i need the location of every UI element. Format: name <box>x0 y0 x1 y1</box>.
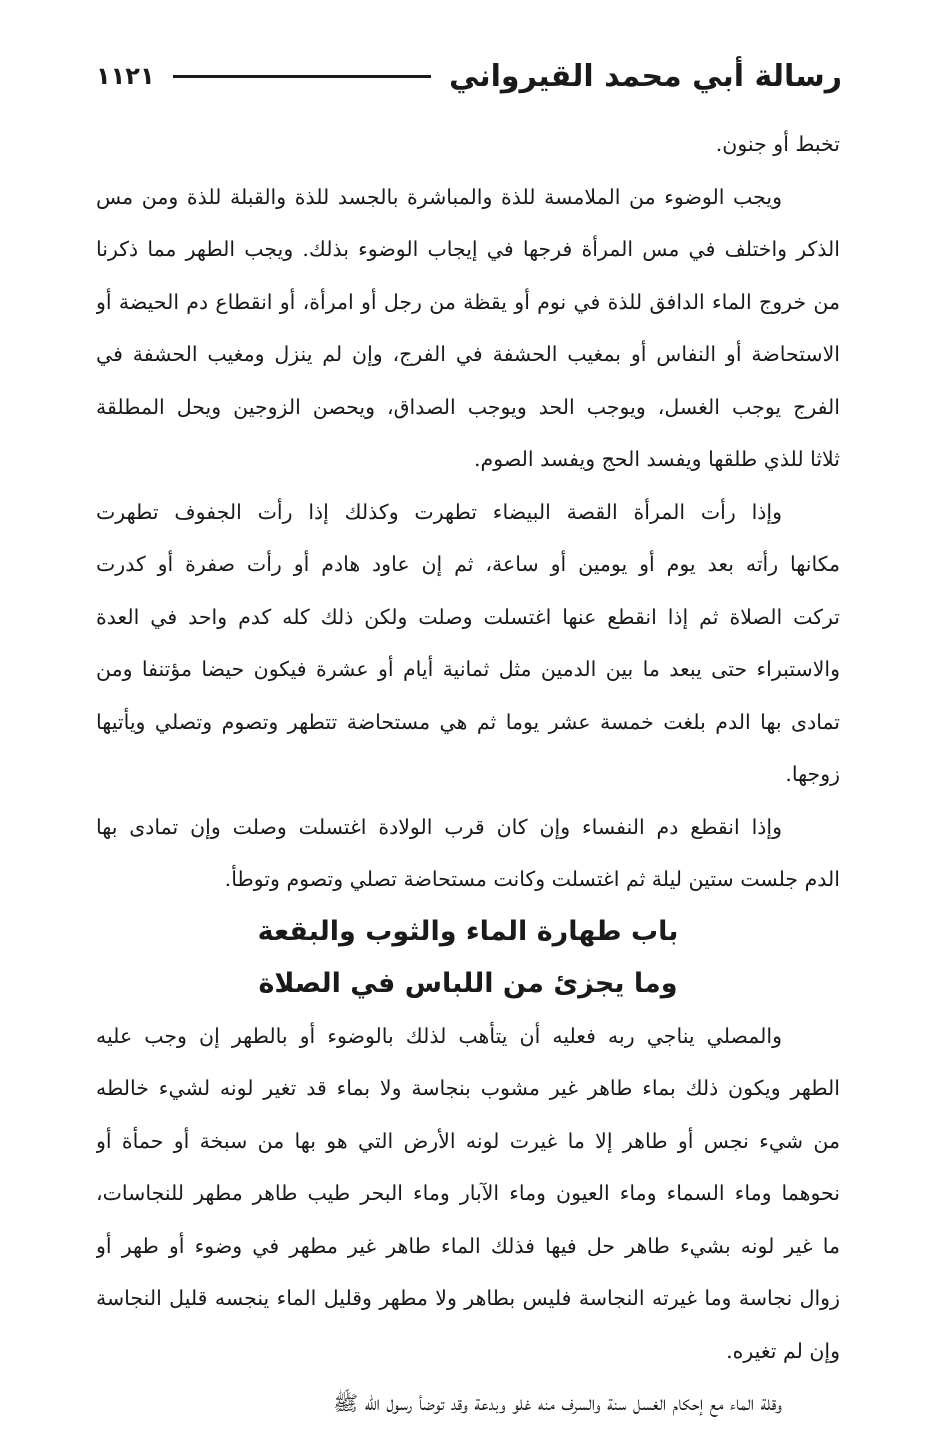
text-line: الطهر ويكون ذلك بماء طاهر غير مشوب بنجاسة ولا بماء قد تغير لونه لشيء خالطه <box>96 1076 840 1100</box>
text-line: ثلاثا للذي طلقها ويفسد الحج ويفسد الصوم. <box>474 447 840 471</box>
text-line: نحوهما وماء السماء وماء العيون وماء الآبار وماء البحر طيب طاهر مطهر للنجاسات، <box>96 1181 840 1205</box>
text-line: زوجها. <box>785 762 840 786</box>
section-heading-line-1: باب طهارة الماء والثوب والبقعة <box>257 915 679 947</box>
text-line: تخبط أو جنون. <box>715 132 840 156</box>
text-line: الدم جلست ستين ليلة ثم اغتسلت وكانت مستحاضة تصلي وتصوم وتوطأ. <box>224 867 840 891</box>
text-line: الاستحاضة أو النفاس أو بمغيب الحشفة في الفرج، وإن لم ينزل ومغيب الحشفة في <box>96 342 840 366</box>
text-line: زوال نجاسة وما غيرته النجاسة فليس بطاهر ولا مطهر وقليل الماء ينجسه قليل النجاسة <box>96 1286 840 1310</box>
text-line: والاستبراء حتى يبعد ما بين الدمين مثل ثمانية أيام أو عشرة فيكون حيضا مؤتنفا ومن <box>96 657 840 681</box>
text-line: من شيء نجس أو طاهر إلا ما غيرت لونه الأرض التي هو بها من سبخة أو حمأة أو <box>96 1128 840 1153</box>
text-block-purification <box>96 118 840 906</box>
page-header <box>96 52 842 100</box>
text-line: مكانها رأته بعد يوم أو يومين أو ساعة، ثم إن عاود هادم أو رأت صفرة أو كدرت <box>96 552 840 576</box>
text-line: ما غير لونه بشيء طاهر حل فيها فذلك الماء طاهر غير مطهر في وضوء أو طهر أو <box>96 1233 840 1258</box>
page-number: ١١٢١ <box>96 62 155 90</box>
text-line: وإذا انقطع دم النفساء وإن كان قرب الولادة اغتسلت وصلت وإن تمادى بها <box>96 814 782 839</box>
text-block-water <box>96 1010 840 1430</box>
running-title: رسالة أبي محمد القيرواني <box>449 58 842 94</box>
text-line: تمادى بها الدم بلغت خمسة عشر يوما ثم هي مستحاضة تتطهر وتصوم وتصلي ويأتيها <box>96 709 840 734</box>
text-line: وإذا رأت المرأة القصة البيضاء تطهرت وكذلك إذا رأت الجفوف تطهرت <box>96 499 782 524</box>
page-body <box>96 118 840 1430</box>
text-line: الذكر واختلف في مس المرأة فرجها في إيجاب الوضوء بذلك. ويجب الطهر مما ذكرنا <box>96 237 840 261</box>
text-line: ويجب الوضوء من الملامسة للذة والمباشرة بالجسد للذة والقبلة للذة ومن مس <box>96 184 782 209</box>
text-line: وقلة الماء مع إحكام الغسل سنة والسرف منه غلو وبدعة وقد توضأ رسول الله ﷺ <box>333 1391 782 1415</box>
header-rule <box>173 75 431 78</box>
text-line: الفرج يوجب الغسل، ويوجب الحد ويوجب الصداق، ويحصن الزوجين ويحل المطلقة <box>96 394 840 419</box>
text-line: وإن لم تغيره. <box>726 1338 840 1363</box>
text-line: تركت الصلاة ثم إذا انقطع عنها اغتسلت وصلت ولكن ذلك كله كدم واحد في العدة <box>96 604 840 629</box>
text-line: والمصلي يناجي ربه فعليه أن يتأهب لذلك بالوضوء أو بالطهر إن وجب عليه <box>96 1023 782 1048</box>
text-line: من خروج الماء الدافق للذة في نوم أو يقظة من رجل أو امرأة، أو انقطاع دم الحيضة أو <box>96 289 840 314</box>
section-heading-line-2: وما يجزئ من اللباس في الصلاة <box>258 967 678 999</box>
